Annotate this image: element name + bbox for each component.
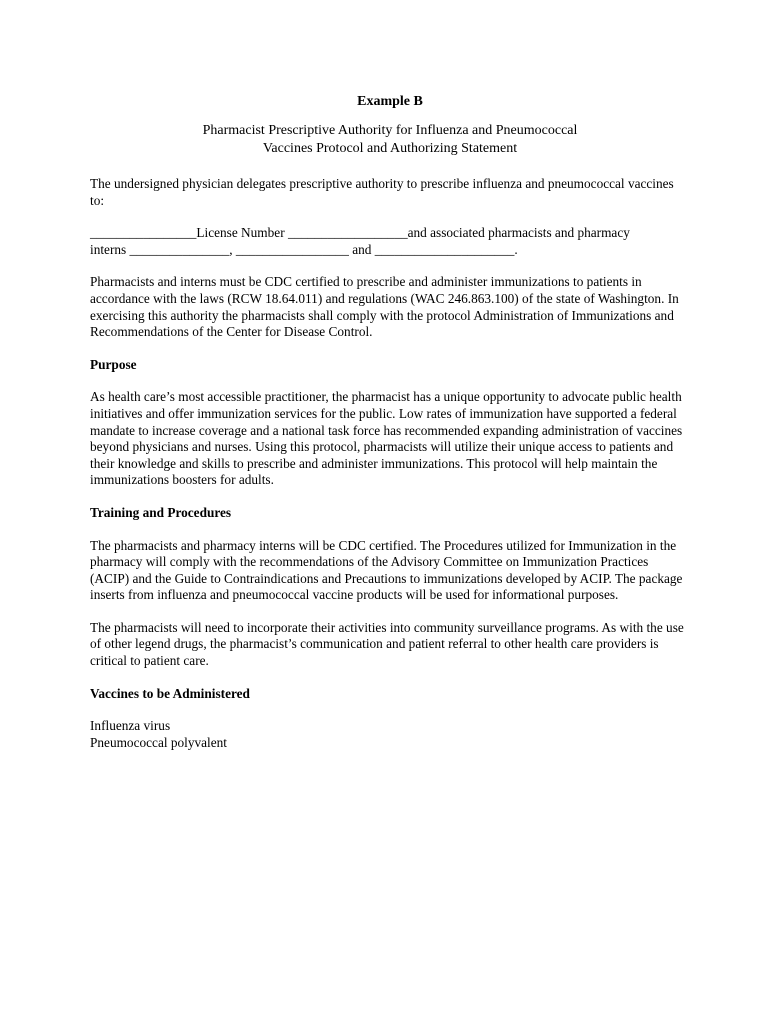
document-page [90,92,690,751]
purpose-paragraph: As health care’s most accessible practitioner, the pharmacist has a unique opportunity to advocate public health initiatives and offer immunization services for the public. Low rates of immunization have supported a federal mandate to increase coverage and a national task force has recommended expanding administration of vaccines beyond physicians and nurses. Using this protocol, pharmacists will utilize their unique access to patients and their knowledge and skills to prescribe and administer immunizations. This protocol will help maintain the immunizations boosters for adults. [90,389,683,488]
vaccine-item-influenza: Influenza virus [90,718,171,734]
purpose-heading: Purpose [90,356,137,372]
training-heading: Training and Procedures [90,504,232,520]
document-title [90,122,690,158]
training-paragraph-1: The pharmacists and pharmacy interns will be CDC certified. The Procedures utilized for Immunization in the pharmacy will comply with the recommendations of the Advisory Committee on Immunization Practices (ACIP) and the Guide to Contraindications and Precautions to immunizations developed by ACIP. The package inserts from influenza and pneumococcal vaccine products will be used for informational purposes. [90,537,683,603]
vaccines-heading: Vaccines to be Administered [90,685,250,701]
form-line-2: interns _______________, _________________ and _____________________. [90,241,518,257]
training-paragraph-2: The pharmacists will need to incorporate their activities into community surveillance programs. As with the use of other legend drugs, the pharmacist’s communication and patient referral to other health care providers is critical to patient care. [90,619,684,669]
vaccines-list [90,718,690,751]
intro-paragraph: The undersigned physician delegates prescriptive authority to prescribe influenza and pneumococcal vaccines to: [90,176,674,208]
title-line-1: Pharmacist Prescriptive Authority for Influenza and Pneumococcal [202,123,578,138]
document-heading: Example B [357,94,423,109]
vaccine-item-pneumococcal: Pneumococcal polyvalent [90,734,227,750]
title-line-2: Vaccines Protocol and Authorizing Statement [262,141,518,156]
form-line-1: ________________License Number __________________and associated pharmacists and pharmacy [90,225,630,241]
authorization-form-lines [90,225,690,258]
certification-paragraph: Pharmacists and interns must be CDC certified to prescribe and administer immunizations to patients in accordance with the laws (RCW 18.64.011) and regulations (WAC 246.863.100) of the state of Washington. In exercising this authority the pharmacists shall comply with the protocol Administration of Immunizations and Recommendations of the Center for Disease Control. [90,274,679,340]
